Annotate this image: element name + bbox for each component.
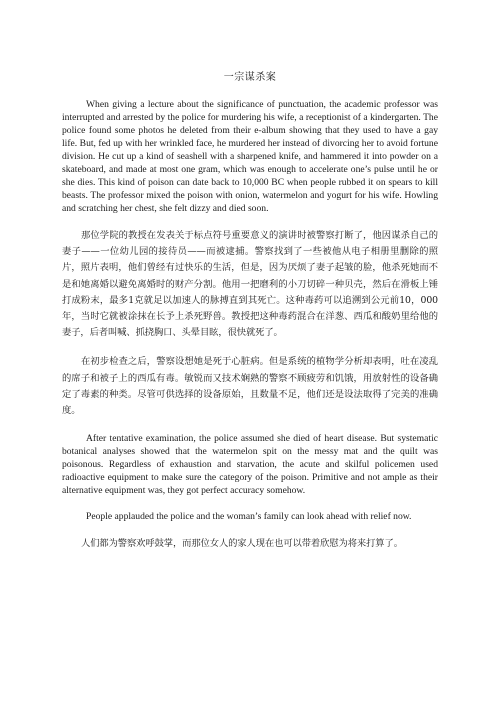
paragraph-zh-3: 人们都为警察欢呼鼓掌，而那位女人的家人现在也可以带着欣慰为将来打算了。: [81, 538, 403, 550]
paragraph-en-3: People applauded the police and the woman’s family can look ahead with relief now.: [86, 511, 412, 523]
paragraph-en-2: After tentative examination, the police assumed she died of heart disease. But systematic botanical analyses showed that the watermelon spit on the messy mat and the quilt was poisonous. Regardless of exhaustion and starvation, the acute and skilful policemen used radioactive equipment to make sure the category of the poison. Primitive and not ample as their alternative equipment was, they got perfect accuracy somehow.: [62, 433, 438, 497]
document-title: 一宗谋杀案: [223, 72, 277, 83]
paragraph-zh-2: 在初步检查之后，警察设想她是死于心脏病。但是系统的植物学分析却表明，吐在凌乱的席子和被子上的西瓜有毒。敏锐而又技术娴熟的警察不顾疲劳和饥饿，用放射性的设备确定了毒素的种类。尽管可供选择的设备原始，且数量不足，他们还是设法取得了完美的准确度。: [62, 356, 438, 417]
document-page: [62, 71, 438, 565]
paragraph-en-1: When giving a lecture about the significance of punctuation, the academic professor was interrupted and arrested by the police for murdering his wife, a receptionist of a kindergarten. The police found some photos he deleted from their e-album showing that they used to have a gay life. But, fed up with her wrinkled face, he murdered her instead of divorcing her to avoid fortune division. He cut up a kind of seashell with a sharpened knife, and hammered it into powder on a skateboard, and made at most one gram, which was enough to accelerate one’s pulse until he or she dies. This kind of poison can date back to 10,000 BC when people rubbed it on spears to kill beasts. The professor mixed the poison with onion, watermelon and yogurt for his wife. Howling and scratching her chest, she felt dizzy and died soon.: [62, 99, 438, 214]
paragraph-zh-1: 那位学院的教授在发表关于标点符号重要意义的演讲时被警察打断了，他因谋杀自己的妻子——一位幼儿园的接待员——而被逮捕。警察找到了一些被他从电子相册里删除的照片，照片表明，他们曾经有过快乐的生活，但是，因为厌烦了妻子起皱的脸，他杀死她而不是和她离婚以避免离婚时的财产分割。他用一把磨利的小刀切碎一种贝壳，然后在滑板上锤打成粉末，最多1克就足以加速人的脉搏直到其死亡。这种毒药可以追溯到公元前10，000年，当时它就被涂抹在长予上杀死野兽。教授把这种毒药混合在洋葱、西瓜和酸奶里给他的妻子，后者叫喊、抓挠胸口、头晕目眩，很快就死了。: [62, 230, 438, 339]
